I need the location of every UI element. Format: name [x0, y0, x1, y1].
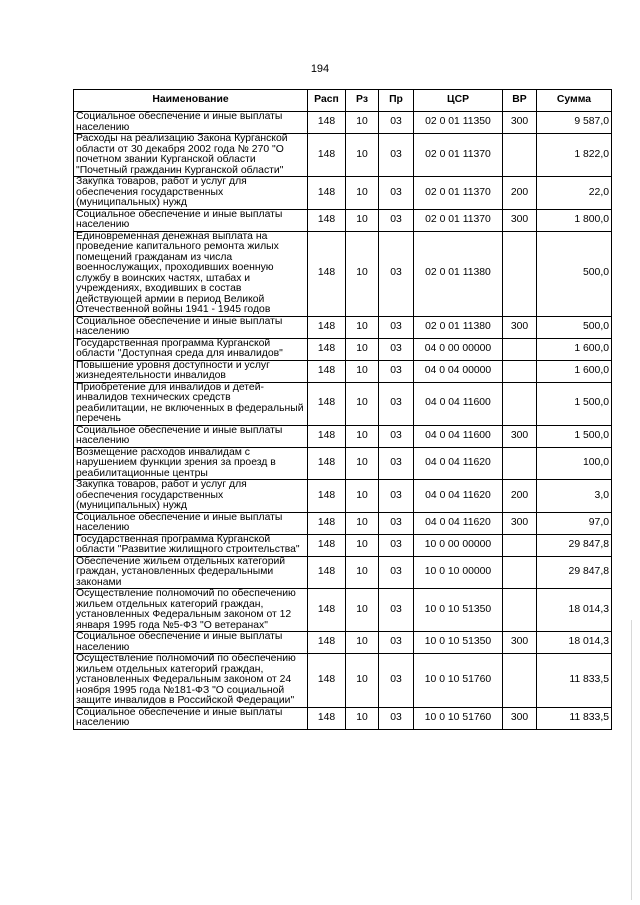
cell-rasp: 148: [308, 134, 346, 177]
cell-vr: 200: [503, 177, 537, 210]
cell-name: Закупка товаров, работ и услуг для обеспечения государственных (муниципальных) нужд: [74, 177, 308, 210]
cell-rasp: 148: [308, 209, 346, 231]
cell-vr: [503, 556, 537, 589]
cell-name: Социальное обеспечение и иные выплаты населению: [74, 112, 308, 134]
cell-sum: 1 500,0: [537, 382, 612, 425]
cell-pr: 03: [379, 589, 414, 632]
cell-rz: 10: [346, 112, 379, 134]
header-row: [74, 90, 612, 112]
cell-name: Социальное обеспечение и иные выплаты населению: [74, 316, 308, 338]
cell-rz: 10: [346, 556, 379, 589]
cell-vr: [503, 231, 537, 316]
cell-csr: 04 0 04 11600: [414, 382, 503, 425]
table-row: [74, 654, 612, 708]
cell-name: Социальное обеспечение и иные выплаты населению: [74, 632, 308, 654]
cell-csr: 04 0 04 11600: [414, 425, 503, 447]
cell-vr: [503, 589, 537, 632]
cell-rz: 10: [346, 447, 379, 480]
cell-rasp: 148: [308, 654, 346, 708]
cell-pr: 03: [379, 556, 414, 589]
header-vr: ВР: [503, 90, 537, 112]
cell-rasp: 148: [308, 707, 346, 729]
cell-pr: 03: [379, 382, 414, 425]
cell-rz: 10: [346, 360, 379, 382]
cell-pr: 03: [379, 209, 414, 231]
table-row: [74, 134, 612, 177]
cell-name: Возмещение расходов инвалидам с нарушением функции зрения за проезд в реабилитационные центры: [74, 447, 308, 480]
cell-pr: 03: [379, 425, 414, 447]
cell-rz: 10: [346, 707, 379, 729]
cell-rasp: 148: [308, 425, 346, 447]
scan-edge-line: [631, 620, 632, 900]
cell-name: Обеспечение жильем отдельных категорий граждан, установленных федеральными законами: [74, 556, 308, 589]
table-row: [74, 589, 612, 632]
cell-csr: 10 0 10 51350: [414, 589, 503, 632]
cell-pr: 03: [379, 134, 414, 177]
table-row: [74, 177, 612, 210]
cell-csr: 10 0 10 51760: [414, 654, 503, 708]
cell-name: Социальное обеспечение и иные выплаты населению: [74, 512, 308, 534]
table-row: [74, 209, 612, 231]
cell-csr: 04 0 00 00000: [414, 338, 503, 360]
cell-pr: 03: [379, 231, 414, 316]
header-csr: ЦСР: [414, 90, 503, 112]
cell-rasp: 148: [308, 556, 346, 589]
cell-name: Осуществление полномочий по обеспечению жильем отдельных категорий граждан, установленных Федеральным законом от 12 января 1995 года №5-ФЗ "О ветеранах": [74, 589, 308, 632]
cell-vr: 300: [503, 425, 537, 447]
table-row: [74, 382, 612, 425]
cell-csr: 04 0 04 11620: [414, 480, 503, 513]
cell-rz: 10: [346, 654, 379, 708]
cell-csr: 10 0 10 51760: [414, 707, 503, 729]
cell-csr: 10 0 10 51350: [414, 632, 503, 654]
header-pr: Пр: [379, 90, 414, 112]
table-row: [74, 556, 612, 589]
cell-rz: 10: [346, 425, 379, 447]
cell-rasp: 148: [308, 360, 346, 382]
cell-rz: 10: [346, 134, 379, 177]
cell-rasp: 148: [308, 231, 346, 316]
cell-vr: 300: [503, 112, 537, 134]
cell-rasp: 148: [308, 316, 346, 338]
cell-csr: 10 0 00 00000: [414, 534, 503, 556]
cell-rz: 10: [346, 209, 379, 231]
cell-vr: [503, 360, 537, 382]
cell-name: Закупка товаров, работ и услуг для обеспечения государственных (муниципальных) нужд: [74, 480, 308, 513]
cell-sum: 500,0: [537, 231, 612, 316]
table-header: [74, 90, 612, 112]
cell-rasp: 148: [308, 632, 346, 654]
cell-name: Социальное обеспечение и иные выплаты населению: [74, 707, 308, 729]
cell-sum: 97,0: [537, 512, 612, 534]
header-sum: Сумма: [537, 90, 612, 112]
cell-pr: 03: [379, 338, 414, 360]
cell-rasp: 148: [308, 447, 346, 480]
cell-sum: 1 822,0: [537, 134, 612, 177]
cell-pr: 03: [379, 512, 414, 534]
cell-vr: 300: [503, 316, 537, 338]
cell-vr: 300: [503, 209, 537, 231]
cell-sum: 9 587,0: [537, 112, 612, 134]
table-row: [74, 338, 612, 360]
cell-rasp: 148: [308, 480, 346, 513]
table-row: [74, 112, 612, 134]
cell-rasp: 148: [308, 177, 346, 210]
cell-vr: [503, 382, 537, 425]
cell-sum: 11 833,5: [537, 707, 612, 729]
cell-pr: 03: [379, 654, 414, 708]
cell-name: Социальное обеспечение и иные выплаты населению: [74, 425, 308, 447]
cell-sum: 22,0: [537, 177, 612, 210]
cell-rz: 10: [346, 316, 379, 338]
cell-name: Государственная программа Курганской области "Развитие жилищного строительства": [74, 534, 308, 556]
cell-vr: [503, 447, 537, 480]
cell-csr: 02 0 01 11370: [414, 134, 503, 177]
cell-pr: 03: [379, 534, 414, 556]
cell-sum: 29 847,8: [537, 556, 612, 589]
cell-pr: 03: [379, 632, 414, 654]
cell-csr: 04 0 04 11620: [414, 512, 503, 534]
cell-vr: 300: [503, 632, 537, 654]
cell-sum: 1 600,0: [537, 338, 612, 360]
table-row: [74, 534, 612, 556]
table-row: [74, 425, 612, 447]
cell-pr: 03: [379, 316, 414, 338]
table-row: [74, 447, 612, 480]
header-rz: Рз: [346, 90, 379, 112]
header-name: Наименование: [74, 90, 308, 112]
page-number: 194: [310, 63, 330, 75]
cell-rasp: 148: [308, 338, 346, 360]
cell-name: Государственная программа Курганской области "Доступная среда для инвалидов": [74, 338, 308, 360]
cell-pr: 03: [379, 480, 414, 513]
cell-sum: 1 800,0: [537, 209, 612, 231]
cell-rz: 10: [346, 480, 379, 513]
cell-rasp: 148: [308, 112, 346, 134]
cell-rz: 10: [346, 589, 379, 632]
cell-vr: [503, 654, 537, 708]
cell-name: Приобретение для инвалидов и детей-инвалидов технических средств реабилитации, не включенных в федеральный перечень: [74, 382, 308, 425]
cell-sum: 29 847,8: [537, 534, 612, 556]
table-row: [74, 512, 612, 534]
cell-sum: 3,0: [537, 480, 612, 513]
cell-name: Повышение уровня доступности и услуг жизнедеятельности инвалидов: [74, 360, 308, 382]
cell-vr: [503, 534, 537, 556]
cell-name: Социальное обеспечение и иные выплаты населению: [74, 209, 308, 231]
cell-sum: 11 833,5: [537, 654, 612, 708]
cell-sum: 100,0: [537, 447, 612, 480]
cell-csr: 04 0 04 00000: [414, 360, 503, 382]
table-body: [74, 112, 612, 730]
cell-sum: 1 500,0: [537, 425, 612, 447]
table-row: [74, 480, 612, 513]
cell-rasp: 148: [308, 534, 346, 556]
cell-rz: 10: [346, 231, 379, 316]
cell-csr: 02 0 01 11380: [414, 231, 503, 316]
cell-sum: 500,0: [537, 316, 612, 338]
table-row: [74, 316, 612, 338]
cell-csr: 02 0 01 11350: [414, 112, 503, 134]
cell-sum: 1 600,0: [537, 360, 612, 382]
cell-rasp: 148: [308, 589, 346, 632]
cell-csr: 02 0 01 11370: [414, 209, 503, 231]
table-row: [74, 231, 612, 316]
cell-vr: [503, 338, 537, 360]
cell-pr: 03: [379, 447, 414, 480]
table-row: [74, 632, 612, 654]
cell-rz: 10: [346, 382, 379, 425]
cell-csr: 02 0 01 11380: [414, 316, 503, 338]
cell-vr: 300: [503, 707, 537, 729]
cell-vr: 300: [503, 512, 537, 534]
cell-rz: 10: [346, 338, 379, 360]
table-row: [74, 707, 612, 729]
cell-sum: 18 014,3: [537, 589, 612, 632]
cell-rz: 10: [346, 512, 379, 534]
budget-table: [73, 89, 612, 730]
cell-csr: 04 0 04 11620: [414, 447, 503, 480]
cell-rz: 10: [346, 177, 379, 210]
cell-rasp: 148: [308, 382, 346, 425]
cell-pr: 03: [379, 112, 414, 134]
cell-pr: 03: [379, 707, 414, 729]
cell-sum: 18 014,3: [537, 632, 612, 654]
cell-rz: 10: [346, 632, 379, 654]
cell-csr: 10 0 10 00000: [414, 556, 503, 589]
cell-csr: 02 0 01 11370: [414, 177, 503, 210]
cell-rasp: 148: [308, 512, 346, 534]
cell-rz: 10: [346, 534, 379, 556]
header-rasp: Расп: [308, 90, 346, 112]
cell-name: Расходы на реализацию Закона Курганской области от 30 декабря 2002 года № 270 "О почетном звании Курганской области "Почетный гражданин Курганской области": [74, 134, 308, 177]
cell-vr: 200: [503, 480, 537, 513]
cell-name: Единовременная денежная выплата на проведение капитального ремонта жилых помещений гражданам из числа военнослужащих, проходивших военную службу в воинских частях, штабах и учреждениях, входивших в состав действующей армии в период Великой Отечественной войны 1941 - 1945 годов: [74, 231, 308, 316]
table-row: [74, 360, 612, 382]
cell-pr: 03: [379, 360, 414, 382]
cell-name: Осуществление полномочий по обеспечению жильем отдельных категорий граждан, установленных Федеральным законом от 24 ноября 1995 года №181-ФЗ "О социальной защите инвалидов в Российской Федерации": [74, 654, 308, 708]
cell-pr: 03: [379, 177, 414, 210]
cell-vr: [503, 134, 537, 177]
